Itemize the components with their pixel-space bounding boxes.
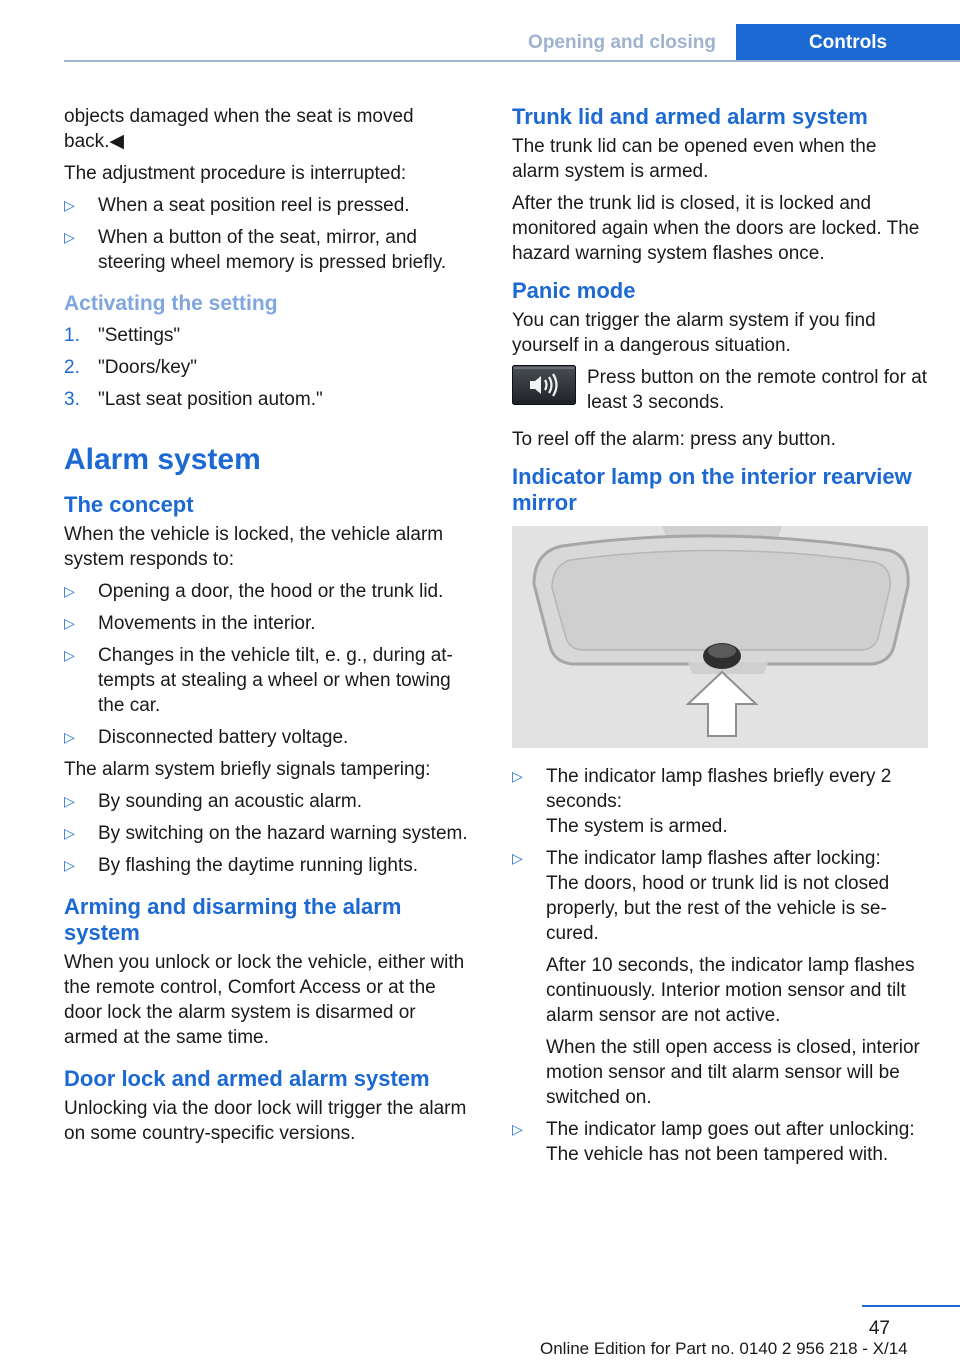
signals-list: [64, 789, 474, 878]
right-column: [512, 104, 928, 1174]
list-item: [64, 853, 474, 878]
list-item: [64, 821, 474, 846]
step-text: "Doors/key": [98, 357, 198, 378]
paragraph-trunk-2: After the trunk lid is closed, it is locked and monitored again when the doors are locked. The hazard warning system flashes once.: [512, 193, 920, 264]
list-item-text: When a seat position reel is pressed.: [98, 195, 410, 216]
list-item: [64, 725, 474, 750]
list-item-text: Disconnected battery voltage.: [98, 727, 349, 748]
list-item-text: By sounding an acoustic alarm.: [98, 791, 363, 812]
triangle-bullet-icon: ▷: [64, 647, 75, 663]
triangle-bullet-icon: ▷: [512, 1121, 523, 1137]
heading-concept: The concept: [64, 492, 194, 517]
list-item: [64, 225, 474, 275]
list-item: [512, 1117, 928, 1142]
paragraph-signals: The alarm system briefly signals tampering:: [64, 759, 431, 780]
left-column: [64, 104, 474, 1153]
triangle-bullet-icon: ▷: [64, 229, 75, 245]
footer-edition: Online Edition for Part no. 0140 2 956 218 - X/14: [540, 1339, 908, 1358]
header-chapter-tab: Controls: [736, 24, 960, 62]
paragraph-concept: When the vehicle is locked, the vehicle alarm system responds to:: [64, 524, 444, 570]
list-item-text: Changes in the vehicle tilt, e. g., during attempts at stealing a wheel or when towing the car.: [98, 645, 453, 716]
step-text: "Settings": [98, 325, 181, 346]
heading-door-lock: Door lock and armed alarm system: [64, 1066, 430, 1091]
triangle-bullet-icon: ▷: [64, 615, 75, 631]
list-item-detail: The vehicle has not been tampered with.: [546, 1144, 889, 1165]
list-item-text: The indicator lamp flashes after locking:: [546, 848, 881, 869]
rearview-mirror-illustration: [512, 526, 928, 748]
paragraph-damaged: objects damaged when the seat is moved back.◀: [64, 106, 414, 152]
list-item-text: The indicator lamp goes out after unlocking:: [546, 1119, 915, 1140]
heading-activating: Activating the setting: [64, 292, 278, 315]
paragraph-door-lock: Unlocking via the door lock will trigger the alarm on some country-specific versions.: [64, 1098, 467, 1144]
panic-press-text: Press button on the remote control for at least 3 seconds.: [587, 367, 928, 413]
heading-indicator-lamp: Indicator lamp on the interior rearview mirror: [512, 464, 912, 515]
list-item-text: When a button of the seat, mirror, and steering wheel memory is pressed briefly.: [98, 227, 447, 273]
interrupt-list: [64, 193, 474, 275]
heading-panic-mode: Panic mode: [512, 278, 636, 303]
list-item: [512, 846, 928, 871]
list-item-text: The indicator lamp flashes briefly every 2 seconds:: [546, 766, 892, 812]
step-number: 1.: [64, 325, 80, 346]
paragraph-reel-off: To reel off the alarm: press any button.: [512, 429, 836, 450]
paragraph-arming: When you unlock or lock the vehicle, either with the remote control, Comfort Access or at the door lock the alarm system is disarmed or armed at the same time.: [64, 952, 465, 1048]
header-section-label: Opening and closing: [528, 32, 716, 53]
list-item-text: By flashing the daytime running lights.: [98, 855, 419, 876]
list-item-text: Movements in the interior.: [98, 613, 316, 634]
step-item: [64, 387, 474, 412]
triangle-bullet-icon: ▷: [512, 850, 523, 866]
footer-rule: [862, 1305, 960, 1307]
heading-arming: Arming and disarming the alarm system: [64, 894, 402, 945]
triangle-bullet-icon: ▷: [64, 197, 75, 213]
panic-instruction: [512, 365, 928, 415]
page-number: 47: [868, 1318, 890, 1339]
triangle-bullet-icon: ▷: [64, 793, 75, 809]
list-item: [64, 579, 474, 604]
list-item-text: By switching on the hazard warning system.: [98, 823, 468, 844]
speaker-sound-icon: [512, 365, 576, 405]
paragraph-interrupted: The adjustment procedure is interrupted:: [64, 163, 407, 184]
step-text: "Last seat position autom.": [98, 389, 323, 410]
paragraph-trunk-1: The trunk lid can be opened even when the alarm system is armed.: [512, 136, 877, 182]
list-item-detail: The system is armed.: [546, 816, 728, 837]
triangle-bullet-icon: ▷: [64, 583, 75, 599]
list-item-text: Opening a door, the hood or the trunk lid.: [98, 581, 444, 602]
list-item-detail: When the still open access is closed, interior motion sensor and tilt alarm sensor will be switched on.: [546, 1037, 920, 1108]
list-item-detail: After 10 seconds, the indicator lamp flashes continuously. Interior motion sensor and tilt alarm sensor are not active.: [546, 955, 915, 1026]
heading-alarm-system: Alarm system: [64, 443, 261, 476]
triangle-bullet-icon: ▷: [512, 768, 523, 784]
list-item: [64, 611, 474, 636]
list-item: [64, 643, 474, 718]
step-number: 2.: [64, 357, 80, 378]
header-rule: [64, 60, 960, 62]
list-item: [512, 764, 928, 814]
triangle-bullet-icon: ▷: [64, 825, 75, 841]
step-item: [64, 355, 474, 380]
paragraph-panic: You can trigger the alarm system if you find yourself in a dangerous situation.: [512, 310, 876, 356]
list-item: [64, 193, 474, 218]
list-item-detail: The doors, hood or trunk lid is not closed properly, but the rest of the vehicle is secured.: [546, 873, 890, 944]
concept-list: [64, 579, 474, 750]
step-number: 3.: [64, 389, 80, 410]
heading-trunk-lid: Trunk lid and armed alarm system: [512, 104, 868, 129]
list-item: [64, 789, 474, 814]
triangle-bullet-icon: ▷: [64, 857, 75, 873]
steps-list: [64, 323, 474, 412]
indicator-list: [512, 764, 928, 1167]
step-item: [64, 323, 474, 348]
triangle-bullet-icon: ▷: [64, 729, 75, 745]
